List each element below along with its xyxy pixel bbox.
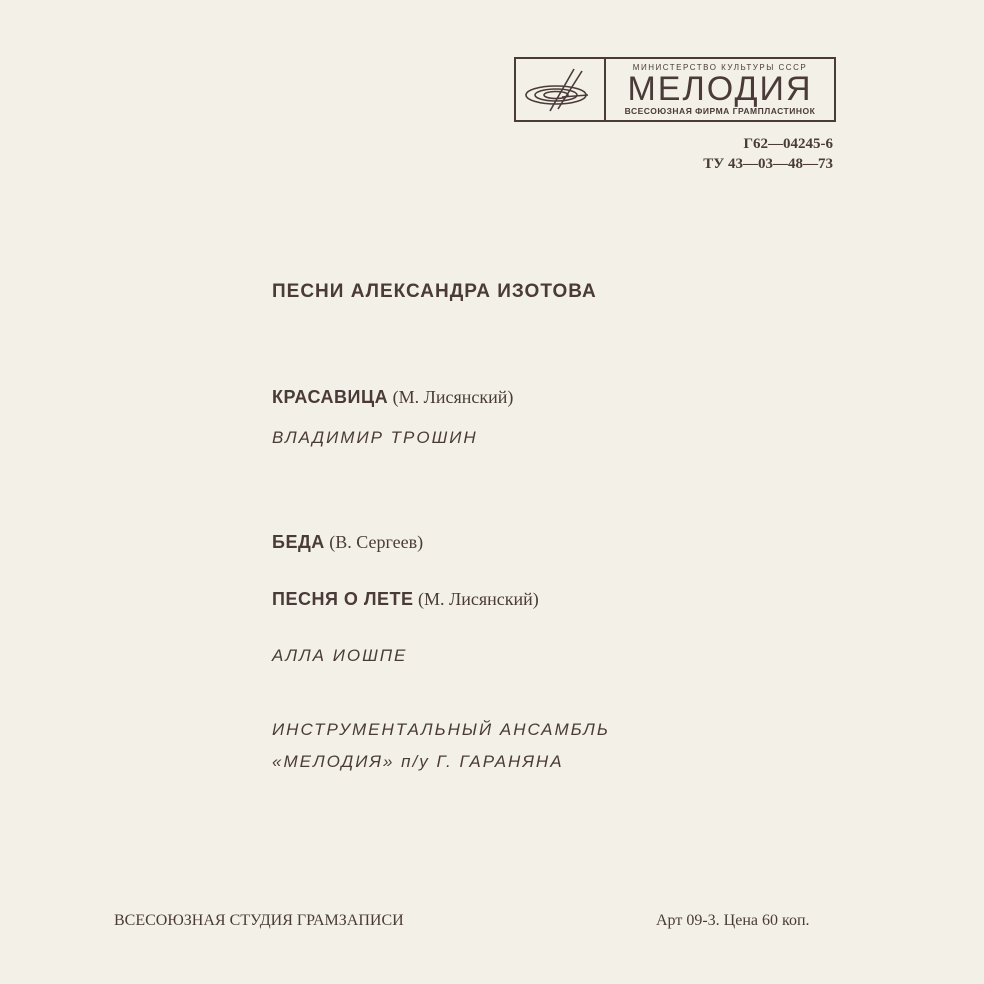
studio-name: ВСЕСОЮЗНАЯ СТУДИЯ ГРАМЗАПИСИ	[114, 912, 404, 929]
logo-subtitle: ВСЕСОЮЗНАЯ ФИРМА ГРАМПЛАСТИНОК	[624, 106, 816, 116]
song-3	[272, 589, 539, 610]
melodiya-emblem-icon	[516, 59, 606, 120]
song-2	[272, 532, 423, 553]
melodiya-logo	[514, 57, 836, 122]
song-title: ПЕСНЯ О ЛЕТЕ	[272, 589, 414, 609]
technical-standard: ТУ 43—03—48—73	[703, 156, 833, 172]
song-lyricist: (В. Сергеев)	[329, 532, 424, 552]
album-title: ПЕСНИ АЛЕКСАНДРА ИЗОТОВА	[272, 281, 597, 302]
logo-ministry: МИНИСТЕРСТВО КУЛЬТУРЫ СССР	[632, 63, 808, 72]
song-title: БЕДА	[272, 532, 325, 552]
ensemble-line-1: ИНСТРУМЕНТАЛЬНЫЙ АНСАМБЛЬ	[272, 720, 610, 739]
song-title: КРАСАВИЦА	[272, 387, 389, 407]
logo-brand: МЕЛОДИЯ	[627, 70, 813, 108]
performer-1: ВЛАДИМИР ТРОШИН	[272, 428, 478, 447]
song-1	[272, 387, 513, 408]
catalog-number: Г62—04245-6	[743, 136, 833, 152]
price-label: Арт 09-3. Цена 60 коп.	[656, 912, 810, 929]
song-lyricist: (М. Лисянский)	[418, 589, 539, 609]
song-lyricist: (М. Лисянский)	[392, 387, 514, 407]
performer-2: АЛЛА ИОШПЕ	[272, 646, 408, 665]
ensemble-line-2: «МЕЛОДИЯ» п/у Г. ГАРАНЯНА	[272, 752, 564, 771]
